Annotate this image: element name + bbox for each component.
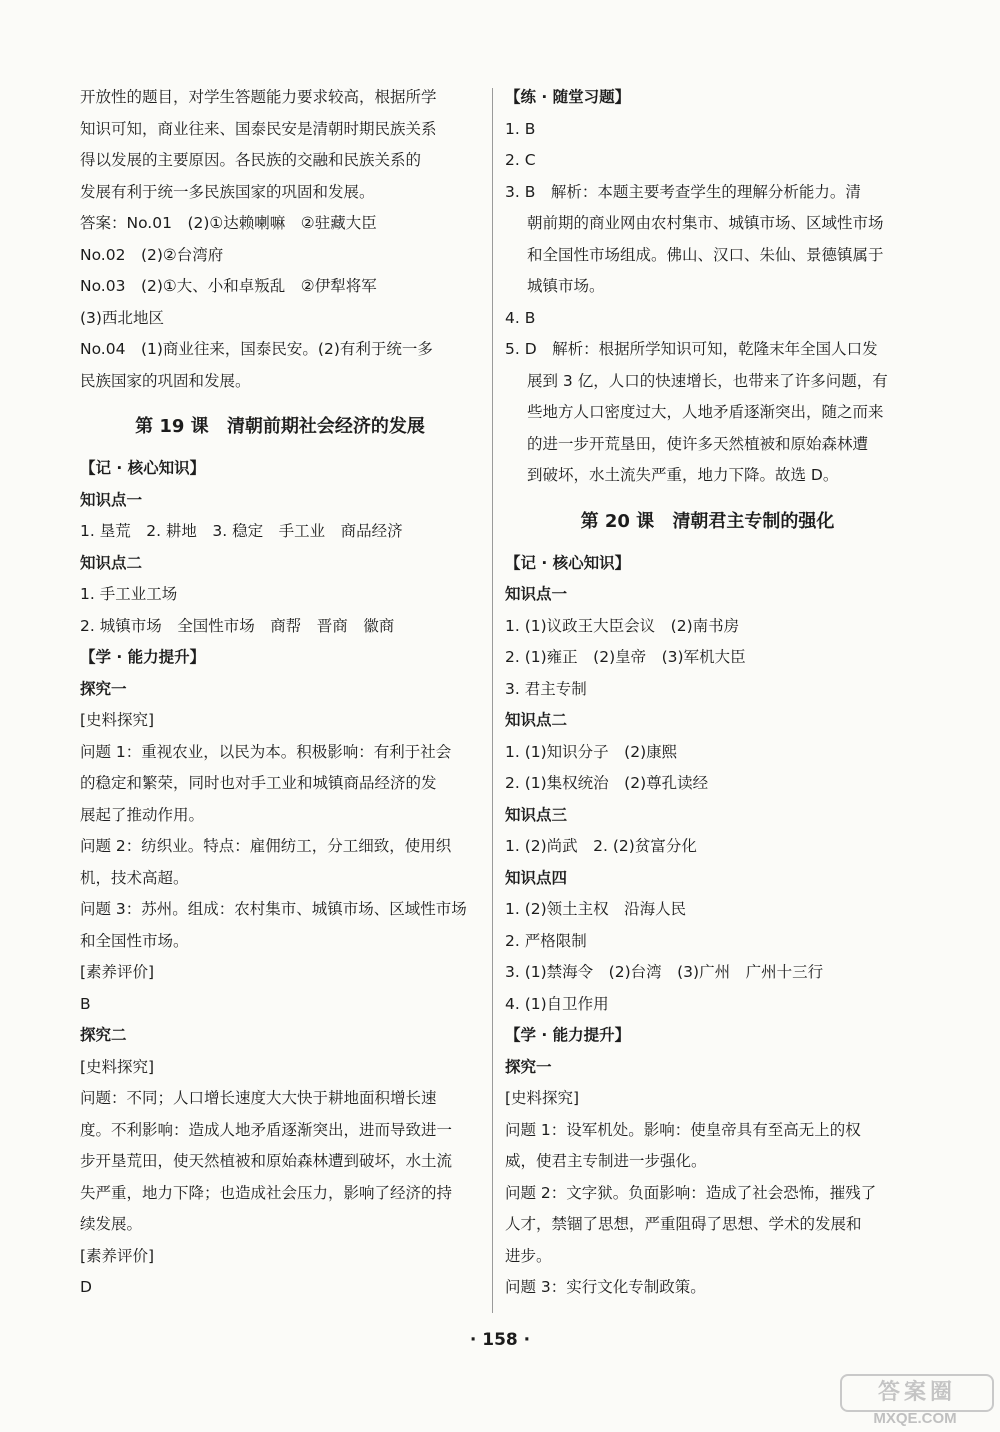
text-line: 4. (1)自卫作用 — [505, 994, 609, 1013]
answer-line: 的进一步开荒垦田，使许多天然植被和原始森林遭 — [527, 434, 869, 453]
text-line: [史料探究] — [80, 1057, 155, 1076]
text-line: 问题 1：重视农业，以民为本。积极影响：有利于社会 — [80, 742, 452, 761]
text-line: 展起了推动作用。 — [80, 805, 205, 824]
text-line: 3. (1)禁海令 (2)台湾 (3)广州 广州十三行 — [505, 963, 824, 981]
answer-line: 1. B — [505, 119, 536, 138]
lesson-19-body — [80, 453, 480, 1304]
answer-line: No.04 (1)商业往来，国泰民安。(2)有利于统一多 — [80, 340, 433, 358]
answer-line: 4. B — [505, 308, 536, 327]
section-heading: 知识点一 — [80, 490, 143, 509]
watermark-logo: 答案圈 — [840, 1374, 994, 1412]
text-line: [素养评价] — [80, 963, 155, 981]
answer-line: 到破坏，水土流失严重，地力下降。故选 D。 — [527, 466, 839, 484]
section-heading: 【记 · 核心知识】 — [80, 459, 206, 477]
section-heading: 知识点二 — [80, 553, 143, 572]
section-heading: 探究二 — [80, 1026, 127, 1044]
right-column — [505, 82, 910, 1304]
practice-answers — [505, 82, 910, 492]
text-line: 2. 城镇市场 全国性市场 商帮 晋商 徽商 — [80, 616, 395, 635]
section-heading: 知识点一 — [505, 585, 568, 603]
text-line: 1. (2)尚武 2. (2)贫富分化 — [505, 837, 697, 855]
answer-line: 些地方人口密度过大，人地矛盾逐渐突出，随之而来 — [527, 403, 884, 421]
section-heading: 知识点四 — [505, 868, 568, 887]
column-divider — [492, 88, 493, 1313]
lesson-19-number: 第 19 课 — [135, 416, 209, 437]
text-line: 1. (1)知识分子 (2)康熙 — [505, 742, 678, 761]
text-line: 1. (2)领土主权 沿海人民 — [505, 900, 687, 918]
lesson-20-body — [505, 548, 910, 1304]
lesson-20-heading — [505, 504, 910, 540]
answer-line: 2. C — [505, 151, 536, 169]
text-line: 1. 手工业工场 — [80, 585, 178, 603]
answer-line: No.02 (2)②台湾府 — [80, 245, 224, 264]
text-line: 问题 3：实行文化专制政策。 — [505, 1278, 706, 1296]
answer-line: 答案：No.01 (2)①达赖喇嘛 ②驻藏大臣 — [80, 214, 377, 232]
lesson-19-title: 清朝前期社会经济的发展 — [226, 416, 425, 437]
answer-line: 朝前期的商业网由农村集市、城镇市场、区域性市场 — [527, 214, 884, 232]
answer-line: 民族国家的巩固和发展。 — [80, 371, 251, 390]
text-line: 3. 君主专制 — [505, 679, 587, 698]
section-heading: 【记 · 核心知识】 — [505, 553, 631, 572]
text-line: 问题 3：苏州。组成：农村集市、城镇市场、区域性市场 — [80, 900, 467, 918]
watermark-url: MXQE.COM — [873, 1410, 957, 1427]
page-number: · 158 · — [469, 1330, 531, 1350]
answer-line: 城镇市场。 — [527, 277, 605, 295]
section-heading: 【学 · 能力提升】 — [80, 648, 206, 666]
text-line: 机，技术高超。 — [80, 868, 189, 887]
text-line: 问题 1：设军机处。影响：使皇帝具有至高无上的权 — [505, 1120, 861, 1139]
text-line: 2. 严格限制 — [505, 931, 587, 950]
text-line: 威，使君主专制进一步强化。 — [505, 1152, 707, 1170]
answer-line: 3. B 解析：本题主要考查学生的理解分析能力。清 — [505, 182, 861, 201]
text-line: [素养评价] — [80, 1246, 155, 1265]
section-heading: 知识点三 — [505, 805, 568, 824]
answer-line: (3)西北地区 — [80, 308, 164, 327]
section-heading: 【练 · 随堂习题】 — [505, 88, 631, 106]
section-heading: 探究一 — [80, 679, 127, 698]
lesson-20-title: 清朝君主专制的强化 — [672, 510, 835, 532]
text-line: 得以发展的主要原因。各民族的交融和民族关系的 — [80, 151, 422, 169]
text-line: 1. 垦荒 2. 耕地 3. 稳定 手工业 商品经济 — [80, 522, 403, 540]
answer-block — [80, 208, 480, 397]
text-line: 2. (1)雍正 (2)皇帝 (3)军机大臣 — [505, 648, 746, 666]
text-line: [史料探究] — [80, 711, 155, 729]
text-line: 问题 2：纺织业。特点：雇佣纺工，分工细致，使用织 — [80, 837, 452, 855]
text-line: 开放性的题目，对学生答题能力要求较高，根据所学 — [80, 88, 437, 106]
answer-line: 展到 3 亿，人口的快速增长，也带来了许多问题，有 — [527, 371, 888, 390]
section-heading: 知识点二 — [505, 711, 568, 729]
text-line: 续发展。 — [80, 1215, 143, 1233]
text-line: 1. (1)议政王大臣会议 (2)南书房 — [505, 616, 740, 635]
lesson-19-heading — [80, 409, 480, 445]
answer-line: 和全国性市场组成。佛山、汉口、朱仙、景德镇属于 — [527, 245, 884, 264]
text-line: 问题：不同；人口增长速度大大快于耕地面积增长速 — [80, 1089, 437, 1107]
section-heading: 探究一 — [505, 1057, 552, 1076]
text-line: 问题 2：文字狱。负面影响：造成了社会恐怖，摧残了 — [505, 1183, 877, 1202]
answer-line: 5. D 解析：根据所学知识可知，乾隆末年全国人口发 — [505, 340, 878, 358]
section-heading: 【学 · 能力提升】 — [505, 1026, 631, 1044]
left-column — [80, 82, 480, 1304]
text-line: 发展有利于统一多民族国家的巩固和发展。 — [80, 182, 375, 201]
text-line: 知识可知，商业往来、国泰民安是清朝时期民族关系 — [80, 119, 437, 138]
text-line: 人才，禁锢了思想，严重阻碍了思想、学术的发展和 — [505, 1215, 862, 1233]
text-line: 失严重，地力下降；也造成社会压力，影响了经济的持 — [80, 1183, 453, 1202]
answer-line: No.03 (2)①大、小和卓叛乱 ②伊犁将军 — [80, 277, 377, 295]
text-line: 度。不利影响：造成人地矛盾逐渐突出，进而导致进一 — [80, 1120, 453, 1139]
text-line: D — [80, 1278, 92, 1296]
text-line: 步开垦荒田，使天然植被和原始森林遭到破坏，水土流 — [80, 1152, 453, 1170]
lesson-20-number: 第 20 课 — [580, 510, 655, 532]
watermark — [840, 1374, 990, 1426]
text-line: 和全国性市场。 — [80, 931, 189, 950]
text-line: B — [80, 994, 91, 1013]
text-line: [史料探究] — [505, 1089, 580, 1107]
text-line: 2. (1)集权统治 (2)尊孔读经 — [505, 774, 709, 792]
intro-paragraph — [80, 82, 480, 208]
text-line: 进步。 — [505, 1246, 552, 1265]
text-line: 的稳定和繁荣，同时也对手工业和城镇商品经济的发 — [80, 774, 437, 792]
